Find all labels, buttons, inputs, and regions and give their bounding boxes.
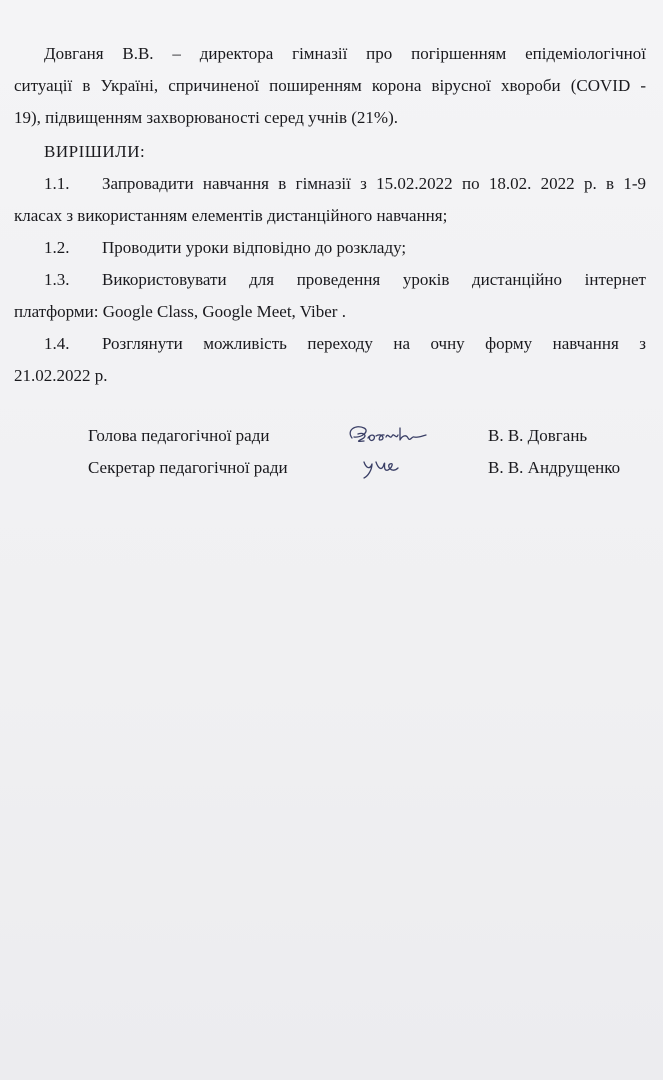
decision-item-number: 1.1. [44, 174, 70, 193]
signature-role: Секретар педагогічної ради [88, 458, 288, 477]
signature-role: Голова педагогічної ради [88, 426, 270, 445]
decision-item-2-line-1 [14, 232, 646, 264]
signature-block [88, 420, 648, 484]
intro-line-1: Довганя В.В. – директора гімназії про погіршенням епідеміологічної [44, 44, 646, 63]
decision-item-1 [14, 168, 646, 232]
decision-item-3-line-1 [14, 264, 646, 296]
signature-row-secretary [88, 452, 648, 484]
decision-item-3 [14, 264, 646, 328]
decision-heading: ВИРІШИЛИ: [44, 142, 146, 161]
signature-name: В. В. Андрущенко [488, 458, 621, 477]
decision-item-number: 1.3. [44, 270, 70, 289]
decision-item-1-line-2: класах з використанням елементів дистанційного навчання; [14, 206, 448, 225]
signature-name: В. В. Довгань [488, 426, 588, 445]
decision-item-text: Проводити уроки відповідно до розкладу; [102, 238, 407, 257]
decision-item-number: 1.2. [44, 238, 70, 257]
decision-item-3-line-2: платформи: Google Class, Google Meet, Viber . [14, 302, 346, 321]
decision-item-4 [14, 328, 646, 392]
decision-item-number: 1.4. [44, 334, 70, 353]
intro-line-3: 19), підвищенням захворюваності серед учнів (21%). [14, 108, 399, 127]
decision-item-2 [14, 232, 646, 264]
decision-item-4-line-1 [14, 328, 646, 360]
intro-line-2: ситуації в Україні, спричиненої поширенням корона вірусної хвороби (COVID - [14, 76, 646, 95]
decision-item-1-line-1 [14, 168, 646, 200]
intro-paragraph [14, 38, 646, 134]
decision-item-4-line-2: 21.02.2022 р. [14, 366, 108, 385]
decision-item-text: Використовувати для проведення уроків дистанційно інтернет [102, 270, 646, 289]
decision-item-text: Розглянути можливість переходу на очну форму навчання з [102, 334, 646, 353]
decision-item-text: Запровадити навчання в гімназії з 15.02.2022 по 18.02. 2022 р. в 1-9 [102, 174, 646, 193]
handwritten-signature-icon [358, 454, 408, 491]
signature-row-chair [88, 420, 648, 452]
minutes-body [14, 38, 646, 392]
